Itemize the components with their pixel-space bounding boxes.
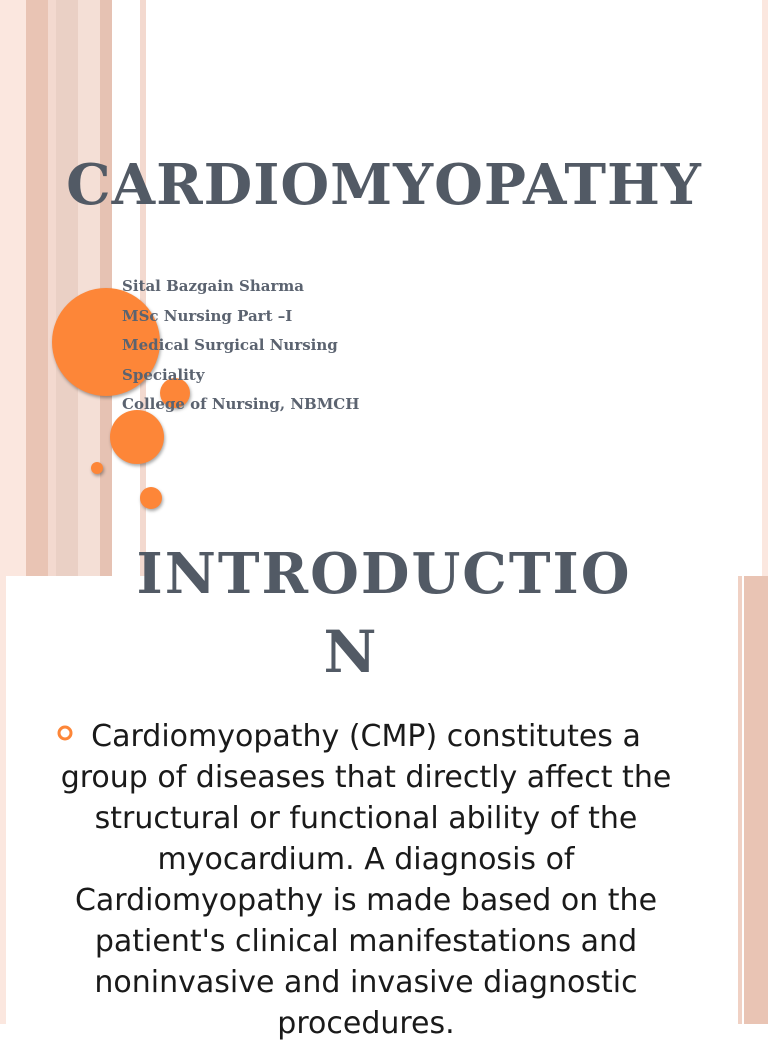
decorative-stripe: [744, 576, 768, 1024]
slide-title-top: INTRODUCTIO: [136, 541, 632, 607]
decorative-stripe: [26, 0, 48, 576]
author-speciality: Speciality: [122, 365, 205, 384]
decorative-stripe: [56, 0, 78, 576]
decorative-band: [0, 0, 26, 576]
author-name: Sital Bazgain Sharma: [122, 277, 304, 295]
introduction-slide: [0, 541, 768, 1041]
decorative-circle: [140, 487, 162, 509]
author-college: College of Nursing, NBMCH: [122, 395, 360, 413]
slide-title: CARDIOMYOPATHY: [66, 152, 702, 218]
decorative-circle: [91, 462, 103, 474]
author-program: MSc Nursing Part –I: [122, 306, 293, 325]
decorative-stripe: [48, 0, 56, 576]
author-info: [122, 276, 359, 424]
intro-paragraph: Cardiomyopathy (CMP) constitutes a group of diseases that directly affect the structural or functional ability of the myocardium. A diagnosis of Cardiomyopathy is made based on the patient's clinical manifestations and noninvasive and invasive diagnostic procedures.: [60, 719, 672, 1041]
author-department: Medical Surgical Nursing: [122, 336, 338, 354]
slide-title-bottom: N: [323, 618, 377, 686]
decorative-edge: [762, 0, 768, 576]
decorative-stripe: [738, 576, 742, 1024]
